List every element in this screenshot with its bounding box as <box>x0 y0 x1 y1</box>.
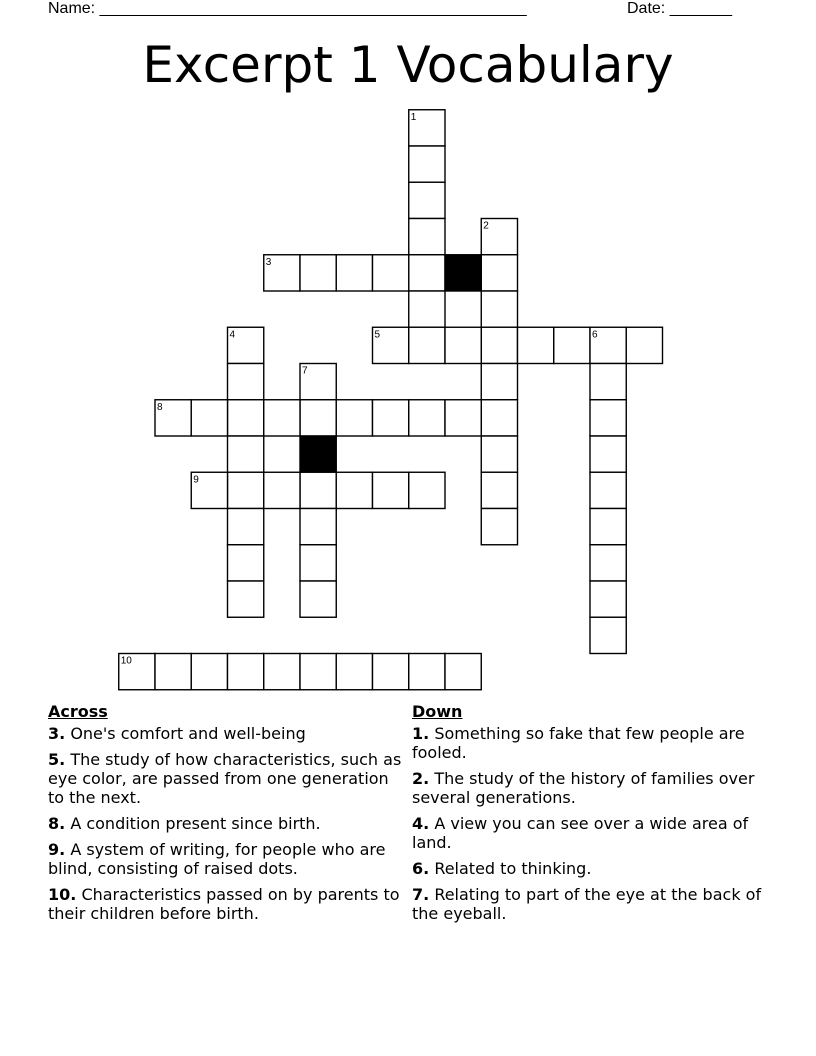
clue-number: 10. <box>48 885 77 904</box>
grid-cell[interactable] <box>300 400 336 436</box>
clue-down-4 <box>412 814 772 852</box>
grid-cell[interactable] <box>409 400 445 436</box>
clue-number: 6. <box>412 859 430 878</box>
grid-clue-number: 5 <box>374 329 381 341</box>
grid-cell[interactable] <box>300 509 336 545</box>
grid-cell[interactable] <box>445 654 481 690</box>
grid-cell[interactable] <box>518 327 554 363</box>
clue-text: Relating to part of the eye at the back of the eyeball. <box>412 885 762 923</box>
page-title: Excerpt 1 Vocabulary <box>142 36 674 94</box>
clue-text: The study of how characteristics, such as eye color, are passed from one generation to the next. <box>48 750 402 807</box>
clue-text: Something so fake that few people are fooled. <box>412 724 745 762</box>
clue-down-2 <box>412 769 772 807</box>
grid-cell[interactable] <box>373 400 409 436</box>
grid-cell[interactable] <box>554 327 590 363</box>
grid-cell[interactable] <box>228 364 264 400</box>
grid-cell[interactable] <box>264 654 300 690</box>
grid-cell[interactable] <box>481 291 517 327</box>
grid-cell[interactable] <box>228 545 264 581</box>
clue-across-8 <box>48 814 408 833</box>
grid-clue-number: 8 <box>157 401 163 413</box>
grid-cell[interactable] <box>590 617 626 653</box>
grid-clue-number: 6 <box>592 329 598 341</box>
grid-cell[interactable] <box>300 545 336 581</box>
grid-cell[interactable] <box>264 400 300 436</box>
clue-number: 8. <box>48 814 66 833</box>
grid-cell[interactable] <box>191 654 227 690</box>
across-clues <box>48 702 408 930</box>
clue-number: 1. <box>412 724 430 743</box>
grid-cell[interactable] <box>155 654 191 690</box>
grid-cell[interactable] <box>481 436 517 472</box>
grid-cell[interactable] <box>300 255 336 291</box>
clue-down-6 <box>412 859 772 878</box>
grid-cell[interactable] <box>590 400 626 436</box>
grid-cell[interactable] <box>191 400 227 436</box>
grid-cell[interactable] <box>481 472 517 508</box>
across-heading: Across <box>48 702 108 721</box>
clue-text: Related to thinking. <box>434 859 592 878</box>
grid-clue-number: 3 <box>265 256 272 268</box>
grid-cell[interactable] <box>481 509 517 545</box>
grid-cell[interactable] <box>300 581 336 617</box>
grid-cell-black <box>300 436 336 472</box>
grid-cell[interactable] <box>336 472 372 508</box>
grid-cell[interactable] <box>481 255 517 291</box>
down-clues <box>412 702 772 930</box>
grid-clue-number: 10 <box>120 655 132 667</box>
grid-cell[interactable] <box>228 436 264 472</box>
grid-cell[interactable] <box>590 545 626 581</box>
grid-cell[interactable] <box>409 472 445 508</box>
clue-number: 3. <box>48 724 66 743</box>
grid-cell[interactable] <box>373 255 409 291</box>
grid-cell[interactable] <box>336 255 372 291</box>
clue-down-7 <box>412 885 772 923</box>
grid-cell[interactable] <box>373 472 409 508</box>
grid-cell[interactable] <box>300 472 336 508</box>
grid-cell[interactable] <box>409 654 445 690</box>
grid-cell[interactable] <box>409 219 445 255</box>
grid-cell[interactable] <box>409 146 445 182</box>
clue-number: 2. <box>412 769 430 788</box>
grid-cell[interactable] <box>626 327 662 363</box>
grid-cell[interactable] <box>409 255 445 291</box>
clue-number: 9. <box>48 840 66 859</box>
clue-text: A condition present since birth. <box>70 814 321 833</box>
clue-number: 7. <box>412 885 430 904</box>
clue-down-1 <box>412 724 772 762</box>
grid-cell[interactable] <box>228 581 264 617</box>
grid-cell[interactable] <box>228 400 264 436</box>
grid-cell[interactable] <box>264 472 300 508</box>
grid-cell[interactable] <box>481 327 517 363</box>
name-field: Name: ________________________________________________ <box>48 0 527 17</box>
grid-cell-black <box>445 255 481 291</box>
grid-cell[interactable] <box>481 400 517 436</box>
grid-cell[interactable] <box>445 400 481 436</box>
clue-text: A view you can see over a wide area of land. <box>412 814 749 852</box>
clue-across-3 <box>48 724 408 743</box>
grid-cell[interactable] <box>590 509 626 545</box>
grid-cell[interactable] <box>228 509 264 545</box>
grid-cell[interactable] <box>336 654 372 690</box>
grid-cell[interactable] <box>481 364 517 400</box>
clue-number: 4. <box>412 814 430 833</box>
grid-cell[interactable] <box>373 654 409 690</box>
grid-cell[interactable] <box>300 654 336 690</box>
grid-cell[interactable] <box>590 581 626 617</box>
grid-cell[interactable] <box>228 472 264 508</box>
grid-cell[interactable] <box>590 364 626 400</box>
date-field: Date: _______ <box>627 0 732 17</box>
clue-number: 5. <box>48 750 66 769</box>
clue-across-10 <box>48 885 408 923</box>
grid-cell[interactable] <box>336 400 372 436</box>
grid-clue-number: 1 <box>410 111 417 123</box>
clue-across-5 <box>48 750 408 807</box>
grid-cell[interactable] <box>409 327 445 363</box>
down-heading: Down <box>412 702 463 721</box>
clue-text: The study of the history of families over several generations. <box>412 769 755 807</box>
clue-text: Characteristics passed on by parents to their children before birth. <box>48 885 400 923</box>
grid-clue-number: 7 <box>302 365 308 377</box>
grid-clue-number: 9 <box>193 474 199 486</box>
grid-cell[interactable] <box>409 291 445 327</box>
clue-across-9 <box>48 840 408 878</box>
grid-clue-number: 2 <box>483 220 489 232</box>
grid-cell[interactable] <box>445 327 481 363</box>
grid-clue-number: 4 <box>229 329 236 341</box>
grid-cell[interactable] <box>590 436 626 472</box>
grid-cell[interactable] <box>590 472 626 508</box>
grid-cell[interactable] <box>409 182 445 218</box>
grid-cell[interactable] <box>228 654 264 690</box>
clue-text: One's comfort and well-being <box>70 724 306 743</box>
clue-text: A system of writing, for people who are blind, consisting of raised dots. <box>48 840 386 878</box>
